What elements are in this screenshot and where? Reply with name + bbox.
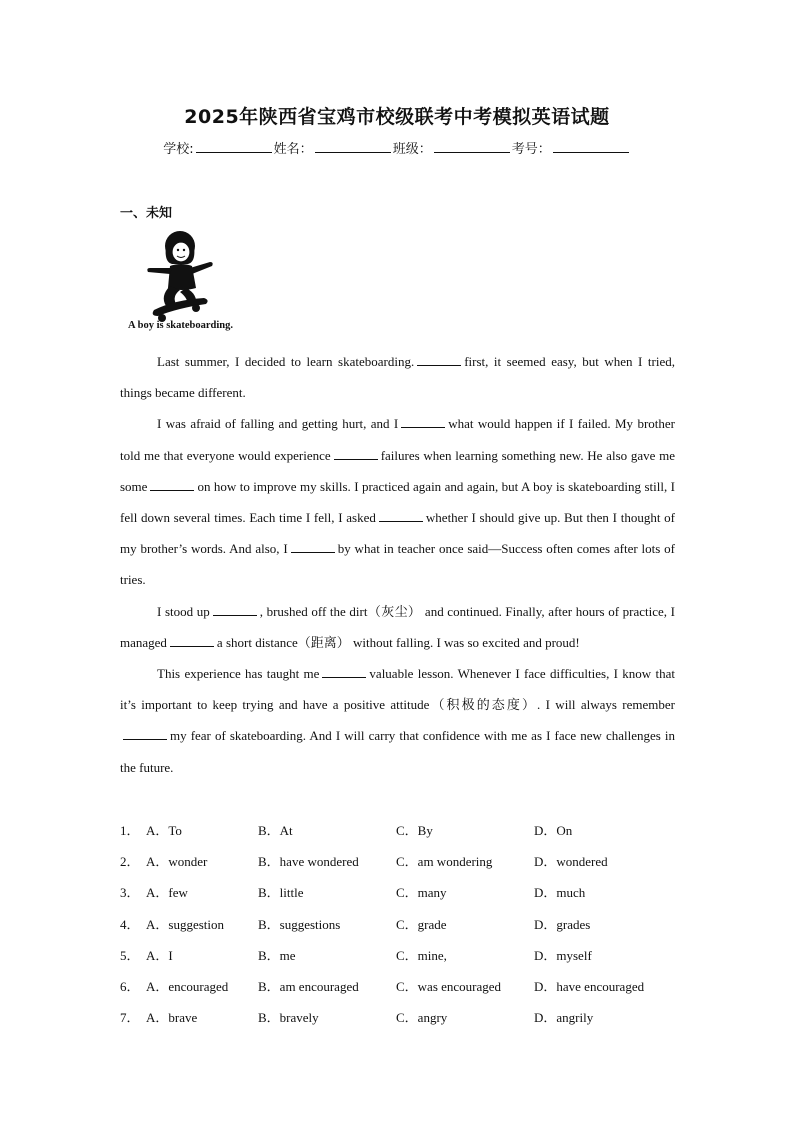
option-b[interactable]: B．me <box>258 947 296 963</box>
option-c[interactable]: C．grade <box>396 916 447 932</box>
answer-blank-2[interactable] <box>401 415 445 428</box>
option-c[interactable]: C．By <box>396 823 433 839</box>
option-b[interactable]: B．little <box>258 885 304 901</box>
figure-caption: A boy is skateboarding. <box>128 320 234 331</box>
option-a[interactable]: A．suggestion <box>146 916 225 932</box>
option-d[interactable]: D．wondered <box>534 854 608 870</box>
paragraph-1: Last summer, I decided to learn skateboarding. first, it seemed easy, but when I tried, things became different. <box>120 354 675 401</box>
question-row: 3． A．few B．little C．many D．much <box>120 876 680 907</box>
option-d[interactable]: D．myself <box>534 947 592 963</box>
option-c[interactable]: C．angry <box>396 1010 448 1026</box>
paragraph-3: I stood up , brushed off the dirt（灰尘） and continued. Finally, after hours of practice, I managed a short distance（距离） without falling. I was so excited and proud! <box>120 603 675 650</box>
option-a[interactable]: A．few <box>146 885 188 901</box>
option-a[interactable]: A．encouraged <box>146 979 229 995</box>
option-a[interactable]: A．I <box>146 947 173 963</box>
name-blank <box>315 140 391 153</box>
question-row: 2． A．wonder B．have wondered C．am wondering D．wondered <box>120 845 680 876</box>
student-info-line <box>0 138 794 157</box>
answer-blank-1[interactable] <box>417 353 461 366</box>
question-row: 1． A．To B．At C．By D．On <box>120 814 680 845</box>
question-row: 6． A．encouraged B．am encouraged C．was encouraged D．have encouraged <box>120 970 680 1001</box>
class-label: 班级： <box>392 142 432 157</box>
paragraph-4: This experience has taught me valuable lesson. Whenever I face difficulties, I know that it’s important to keep trying and have a positive attitude（积极的态度）. I will always remembermy fear of skateboarding. And I will carry that confidence with me as I face new challenges in the future. <box>120 666 676 775</box>
option-c[interactable]: C．am wondering <box>396 854 493 870</box>
answer-blank-6[interactable] <box>291 540 335 553</box>
option-c[interactable]: C．many <box>396 885 447 901</box>
question-row: 4． A．suggestion B．suggestions C．grade D．grades <box>120 908 680 939</box>
section-heading: 一、未知 <box>120 206 173 221</box>
option-d[interactable]: D．have encouraged <box>534 979 645 995</box>
school-blank <box>196 140 272 153</box>
page-title: 2025年陕西省宝鸡市校级联考中考模拟英语试题 <box>184 106 610 128</box>
option-b[interactable]: B．At <box>258 823 293 839</box>
option-c[interactable]: C．mine, <box>396 947 447 963</box>
question-row: 7． A．brave B．bravely C．angry D．angrily <box>120 1001 680 1032</box>
option-c[interactable]: C．was encouraged <box>396 979 502 995</box>
class-blank <box>434 140 510 153</box>
option-a[interactable]: A．wonder <box>146 854 208 870</box>
option-a[interactable]: A．brave <box>146 1010 198 1026</box>
answer-blank-9[interactable] <box>322 665 366 678</box>
cloze-passage <box>120 346 675 783</box>
question-row: 5． A．I B．me C．mine, D．myself <box>120 939 680 970</box>
exam-no-blank <box>553 140 629 153</box>
answer-blank-5[interactable] <box>379 509 423 522</box>
answer-options <box>120 814 680 1032</box>
option-d[interactable]: D．grades <box>534 916 591 932</box>
answer-blank-4[interactable] <box>150 478 194 491</box>
option-b[interactable]: B．bravely <box>258 1010 319 1026</box>
paragraph-2: I was afraid of falling and getting hurt, and I what would happen if I failed. My brother told me that everyone would experience failures when learning something new. He also gave me some on how to improve my skills. I practiced again and again, but A boy is skateboarding still, I fell down several times. Each time I fell, I asked whether I should give up. But then I thought of my brother’s words. And also, I by what in teacher once said—Success often comes after lots of tries. <box>120 416 676 588</box>
option-b[interactable]: B．am encouraged <box>258 979 359 995</box>
answer-blank-8[interactable] <box>170 634 214 647</box>
exam-no-label: 考号： <box>511 142 551 157</box>
answer-blank-3[interactable] <box>334 447 378 460</box>
option-d[interactable]: D．On <box>534 823 573 839</box>
option-b[interactable]: B．suggestions <box>258 916 341 932</box>
option-a[interactable]: A．To <box>146 823 182 839</box>
school-label: 学校: <box>163 142 194 157</box>
option-d[interactable]: D．angrily <box>534 1010 594 1026</box>
answer-blank-10[interactable] <box>123 727 167 740</box>
name-label: 姓名： <box>273 142 313 157</box>
option-b[interactable]: B．have wondered <box>258 854 359 870</box>
option-d[interactable]: D．much <box>534 885 586 901</box>
answer-blank-7[interactable] <box>213 603 257 616</box>
